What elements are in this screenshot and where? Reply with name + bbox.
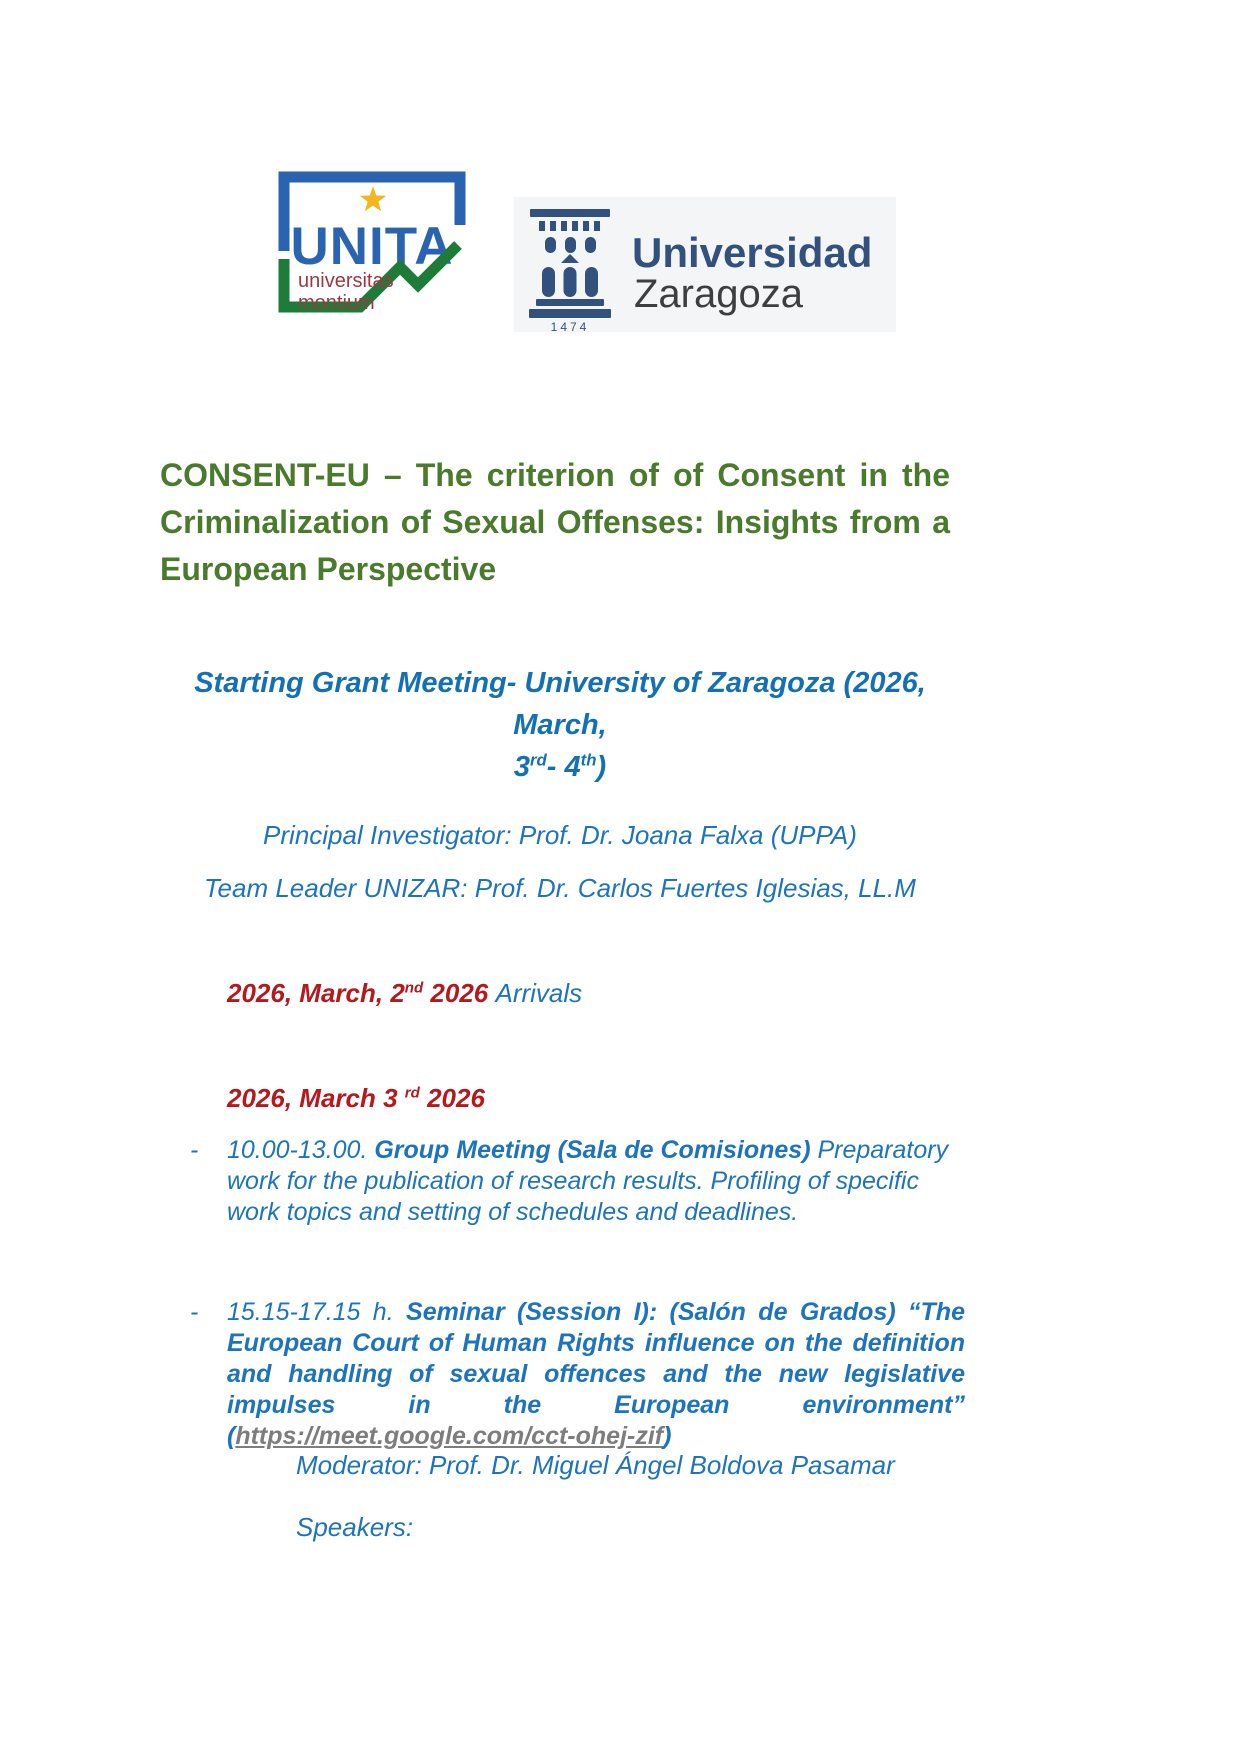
- unizar-subtitle: Zaragoza: [634, 272, 803, 316]
- building-icon: [529, 209, 611, 332]
- title-line-3: European Perspective: [160, 551, 497, 587]
- subtitle-sup2: th: [580, 750, 597, 770]
- unita-logo: [268, 163, 478, 313]
- agenda-time: 15.15-17.15 h.: [227, 1298, 407, 1326]
- unizar-logo-svg: [514, 197, 896, 332]
- agenda-item-text: [227, 1135, 957, 1228]
- day1-date-sup: nd: [404, 979, 424, 997]
- title-line-1: CONSENT-EU – The criterion of of Consent in the: [160, 457, 950, 493]
- day1-date: 2026, March, 2: [227, 978, 405, 1008]
- subtitle-day1: 3: [513, 751, 530, 783]
- subtitle-close-paren: ): [596, 751, 607, 783]
- unita-subtitle-line2: montium: [298, 292, 375, 313]
- document-title: [160, 452, 950, 593]
- unizar-title: Universidad: [632, 229, 873, 276]
- day2-date-sup: rd: [404, 1084, 420, 1102]
- moderator-line: Moderator: Prof. Dr. Miguel Ángel Boldova Pasamar: [296, 1450, 895, 1480]
- day1-label: Arrivals: [495, 978, 583, 1008]
- bullet-marker: -: [190, 1136, 199, 1164]
- agenda-close-paren: ): [663, 1422, 672, 1450]
- team-leader-line: Team Leader UNIZAR: Prof. Dr. Carlos Fuertes Iglesias, LL.M: [204, 873, 916, 903]
- meet-link[interactable]: https://meet.google.com/cct-ohej-zif: [235, 1422, 664, 1450]
- subtitle-dash: - 4: [546, 751, 581, 783]
- unizar-logo: [514, 197, 896, 332]
- subtitle-line-2: [160, 746, 960, 788]
- agenda-item-group-meeting: [190, 1135, 957, 1228]
- day1-date-year: 2026: [423, 978, 496, 1008]
- day1-heading: [227, 978, 582, 1009]
- subtitle-sup1: rd: [529, 750, 547, 770]
- principal-investigator-line: Principal Investigator: Prof. Dr. Joana Falxa (UPPA): [263, 820, 857, 850]
- agenda-description: Preparatory work for the publication of research results. Profiling of specific work topics and setting of schedules and deadlines.: [227, 1136, 949, 1226]
- day2-date-year: 2026: [419, 1083, 485, 1113]
- unita-subtitle-line1: universitas: [298, 270, 394, 292]
- unizar-founded-year: 1474: [550, 320, 590, 332]
- star-icon: [360, 186, 387, 211]
- agenda-item-text: [227, 1297, 965, 1452]
- agenda-item-seminar: [190, 1297, 965, 1452]
- agenda-event-title: Seminar (Session I): (Salón de Grados) “The European Court of Human Rights influence on the definition and handling of sexual offences and the new legislative impulses in the European environment” (: [227, 1298, 965, 1450]
- day2-date: 2026, March 3: [227, 1083, 405, 1113]
- subtitle-line-1: Starting Grant Meeting- University of Zaragoza (2026, March,: [194, 667, 926, 741]
- agenda-time: 10.00-13.00.: [227, 1136, 375, 1164]
- meeting-subtitle: [160, 662, 960, 788]
- title-line-2: Criminalization of Sexual Offenses: Insights from a: [160, 504, 950, 540]
- bullet-marker: -: [190, 1298, 199, 1326]
- agenda-event-title: Group Meeting (Sala de Comisiones): [374, 1136, 811, 1164]
- logos-row: [268, 163, 896, 332]
- day2-heading: [227, 1083, 485, 1114]
- unita-wordmark: UNITA: [290, 217, 454, 276]
- speakers-label: Speakers:: [296, 1512, 414, 1542]
